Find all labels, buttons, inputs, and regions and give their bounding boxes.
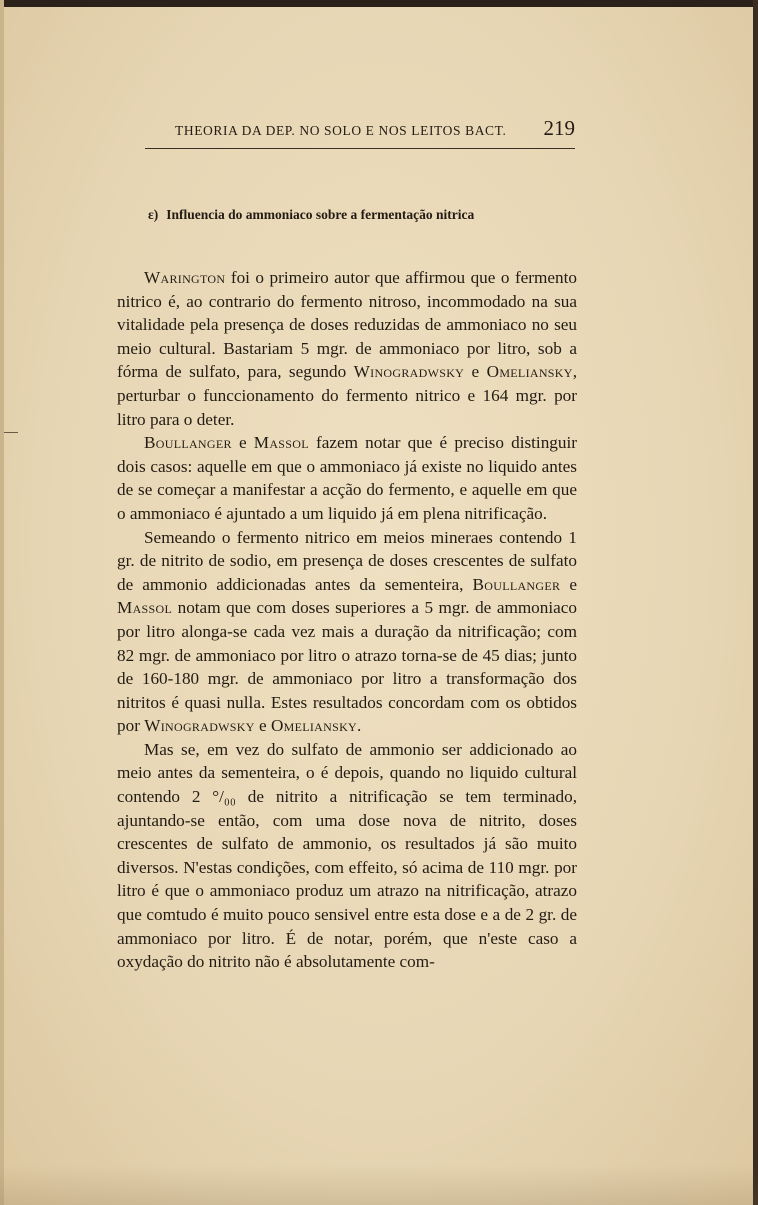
text-run: notam que com doses superiores a 5 mgr. de ammoniaco por litro alonga-se cada vez mais a duração da nitrificação; com 82 mgr. de ammoniaco por litro o atrazo torna-se de 45 dias; junto de 160-180 mgr. de ammoniaco por litro a transformação dos nitritos é quasi nulla. Estes resultados concordam com os obtidos por bbox=[117, 598, 577, 736]
paragraph-2 bbox=[117, 431, 577, 525]
text-run: . bbox=[357, 716, 362, 736]
author-name: Omeliansky bbox=[486, 362, 573, 382]
author-name: Massol bbox=[117, 598, 173, 618]
author-name: Winogradwsky bbox=[144, 716, 255, 736]
running-head bbox=[175, 116, 575, 142]
text-run: Mas se, em vez do sulfato de ammonio ser addicionado ao meio antes da sementeira, o é depois, quando no liquido cultural contendo 2 bbox=[117, 739, 577, 807]
scan-edge-top bbox=[0, 0, 758, 7]
body-text bbox=[117, 266, 577, 974]
section-marker: ε) bbox=[148, 207, 159, 222]
author-name: Boullanger bbox=[472, 574, 561, 594]
text-run: Semeando o fermento nitrico em meios mineraes contendo 1 gr. de nitrito de sodio, em presença de doses crescentes de sulfato de ammonio addicionadas antes da sementeira, bbox=[117, 527, 577, 594]
scan-edge-left bbox=[0, 0, 4, 1205]
paragraph-3 bbox=[117, 526, 577, 738]
author-name: Boullanger bbox=[144, 433, 232, 453]
section-title: Influencia do ammoniaco sobre a fermentação nitrica bbox=[166, 207, 475, 222]
section-heading bbox=[148, 207, 578, 223]
header-rule bbox=[145, 148, 575, 149]
page-number: 219 bbox=[543, 116, 575, 140]
text-run: e bbox=[231, 433, 254, 453]
margin-mark bbox=[4, 432, 18, 433]
permille-sign: °/₀₀ bbox=[212, 787, 236, 807]
author-name: Omeliansky bbox=[270, 716, 358, 736]
text-run: fazem notar que é preciso distinguir dois casos: aquelle em que o ammoniaco já existe no liquido antes de se começar a manifestar a acção do fermento, e aquelle em que o ammoniaco é ajuntado a um liquido já em plena nitrificação. bbox=[117, 433, 577, 523]
text-run: e bbox=[254, 716, 271, 736]
page-shadow bbox=[0, 1165, 758, 1205]
text-run: e bbox=[560, 574, 577, 594]
text-run: e bbox=[464, 362, 487, 382]
paragraph-1 bbox=[117, 266, 577, 431]
author-name: Winogradwsky bbox=[353, 362, 465, 382]
text-run: , perturbar o funccionamento do fermento nitrico e 164 mgr. por litro para o deter. bbox=[117, 362, 577, 429]
running-title: THEORIA DA DEP. NO SOLO E NOS LEITOS BACT. bbox=[175, 123, 507, 138]
paragraph-4 bbox=[117, 738, 577, 974]
text-run: foi o primeiro autor que affirmou que o fermento nitrico é, ao contrario do fermento nitroso, incommodado na sua vitalidade pela presença de doses reduzidas de ammoniaco no seu meio cultural. Bastariam 5 mgr. de ammoniaco por litro, sob a fórma de sulfato, para, segundo bbox=[117, 268, 577, 382]
author-name: Massol bbox=[253, 433, 309, 453]
text-run: de nitrito a nitrificação se tem terminado, ajuntando-se então, com uma dose nova de nitrito, doses crescentes de sulfato de ammonio, os resultados já são muito diversos. N'estas condições, com effeito, só acima de 110 mgr. por litro é que o ammoniaco produz um atrazo na nitrificação, atrazo que comtudo é muito pouco sensivel entre esta dose e a de 2 gr. de ammoniaco por litro. É de notar, porém, que n'este caso a oxydação do nitrito não é absolutamente com- bbox=[117, 787, 577, 972]
scan-edge-right bbox=[753, 0, 758, 1205]
author-name: Warington bbox=[144, 268, 226, 287]
